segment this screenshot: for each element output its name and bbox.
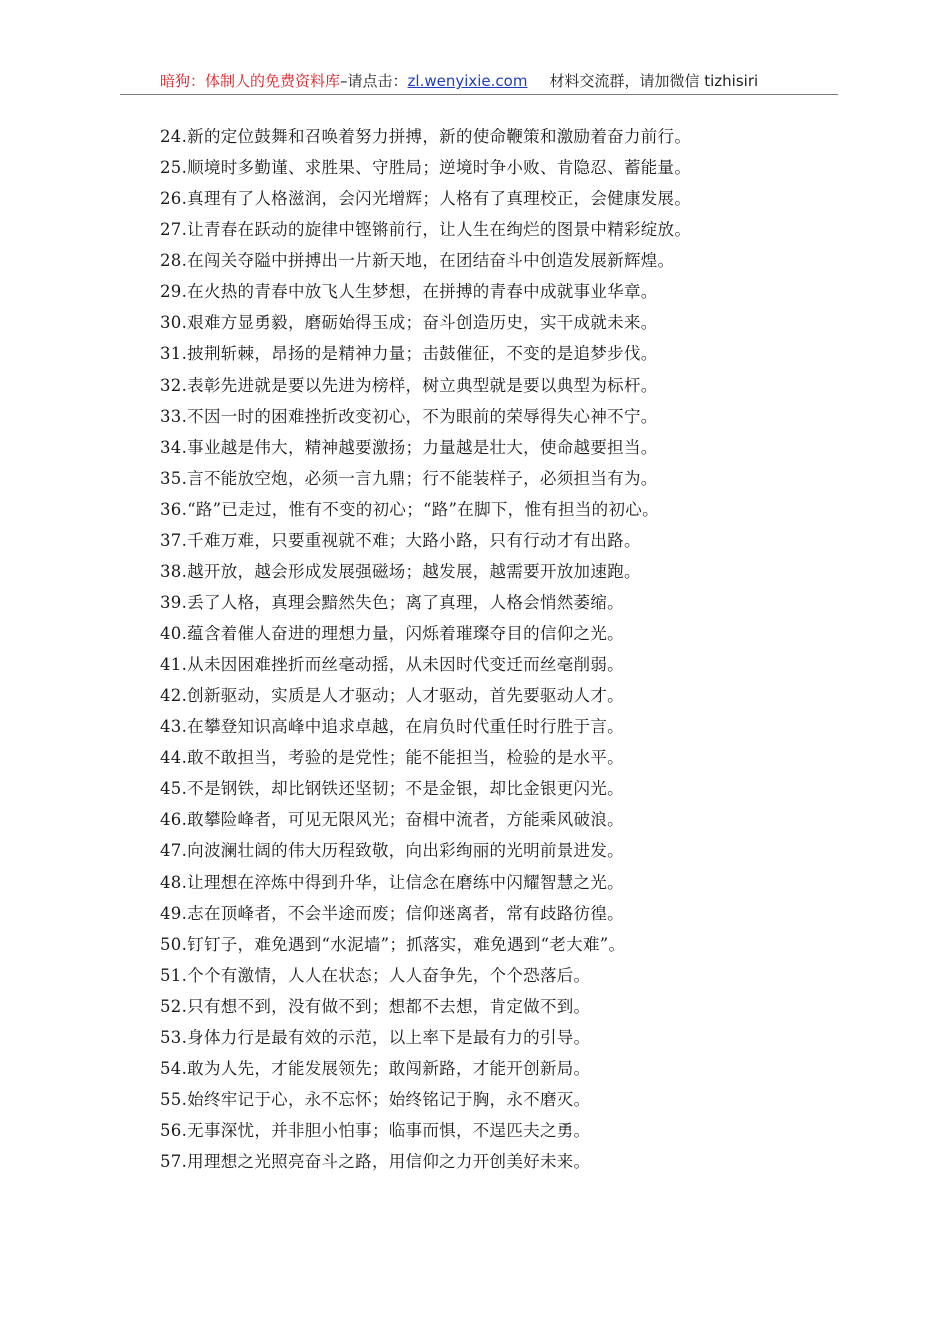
quote-line: 40.蕴含着催人奋进的理想力量，闪烁着璀璨夺目的信仰之光。 [160,624,624,643]
header-url-link[interactable]: zl.wenyixie.com [407,72,528,90]
header-brand: 暗狗：体制人的免费资料库 [160,72,341,90]
quote-line: 38.越开放，越会形成发展强磁场；越发展，越需要开放加速跑。 [160,561,641,581]
quote-line: 53.身体力行是最有效的示范，以上率下是最有力的引导。 [160,1027,591,1047]
quote-line: 56.无事深忧，并非胆小怕事；临事而惧，不逞匹夫之勇。 [160,1121,591,1140]
quote-line: 44.敢不敢担当，考验的是党性；能不能担当，检验的是水平。 [160,748,624,768]
header-banner [160,70,758,91]
quote-line: 25.顺境时多勤谨、求胜果、守胜局；逆境时争小败、肯隐忍、蓄能量。 [160,158,692,178]
quote-line: 50.钉钉子，难免遇到“水泥墙”；抓落实，难免遇到“老大难”。 [160,934,626,954]
quote-line: 51.个个有激情，人人在状态；人人奋争先，个个恐落后。 [160,965,591,985]
quote-line: 29.在火热的青春中放飞人生梦想，在拼搏的青春中成就事业华章。 [160,282,658,302]
quote-line: 41.从未因困难挫折而丝毫动摇，从未因时代变迁而丝毫削弱。 [160,655,624,675]
quote-line: 52.只有想不到，没有做不到；想都不去想，肯定做不到。 [160,996,591,1016]
quote-line: 55.始终牢记于心，永不忘怀；始终铭记于胸，永不磨灭。 [160,1089,591,1109]
quote-line: 49.志在顶峰者，不会半途而废；信仰迷离者，常有歧路彷徨。 [160,903,624,923]
quote-line: 24.新的定位鼓舞和召唤着努力拼搏，新的使命鞭策和激励着奋力前行。 [160,127,692,146]
quote-line: 33.不因一时的困难挫折改变初心，不为眼前的荣辱得失心神不宁。 [160,406,658,426]
quote-line: 26.真理有了人格滋润，会闪光增辉；人格有了真理校正，会健康发展。 [160,189,692,209]
quote-line: 37.千难万难，只要重视就不难；大路小路，只有行动才有出路。 [160,530,641,550]
quote-list [160,121,840,1177]
quote-line: 28.在闯关夺隘中拼搏出一片新天地，在团结奋斗中创造发展新辉煌。 [160,251,675,271]
header-click-prompt: –请点击： [340,72,408,90]
quote-line: 54.敢为人先，才能发展领先；敢闯新路，才能开创新局。 [160,1058,591,1078]
quote-line: 36.“路”已走过，惟有不变的初心；“路”在脚下，惟有担当的初心。 [160,499,659,519]
quote-line: 32.表彰先进就是要以先进为榜样，树立典型就是要以典型为标杆。 [160,375,658,395]
quote-line: 30.艰难方显勇毅，磨砺始得玉成；奋斗创造历史，实干成就未来。 [160,313,658,333]
page-header [120,66,838,95]
quote-line: 35.言不能放空炮，必须一言九鼎；行不能装样子，必须担当有为。 [160,468,658,488]
header-wechat-note: 材料交流群，请加微信 tizhisiri [549,72,759,90]
quote-line: 27.让青春在跃动的旋律中铿锵前行，让人生在绚烂的图景中精彩绽放。 [160,220,692,240]
quote-line: 46.敢攀险峰者，可见无限风光；奋楫中流者，方能乘风破浪。 [160,810,624,830]
quote-line: 47.向波澜壮阔的伟大历程致敬，向出彩绚丽的光明前景进发。 [160,841,624,861]
quote-line: 34.事业越是伟大，精神越要激扬；力量越是壮大，使命越要担当。 [160,437,658,457]
quote-line: 48.让理想在淬炼中得到升华，让信念在磨练中闪耀智慧之光。 [160,872,624,892]
quote-line: 57.用理想之光照亮奋斗之路，用信仰之力开创美好未来。 [160,1152,591,1172]
quote-line: 45.不是钢铁，却比钢铁还坚韧；不是金银，却比金银更闪光。 [160,779,624,799]
quote-line: 39.丢了人格，真理会黯然失色；离了真理，人格会悄然萎缩。 [160,592,624,612]
quote-line: 31.披荆斩棘，昂扬的是精神力量；击鼓催征，不变的是追梦步伐。 [160,344,658,364]
quote-line: 43.在攀登知识高峰中追求卓越，在肩负时代重任时行胜于言。 [160,717,624,737]
quote-line: 42.创新驱动，实质是人才驱动；人才驱动，首先要驱动人才。 [160,686,624,706]
